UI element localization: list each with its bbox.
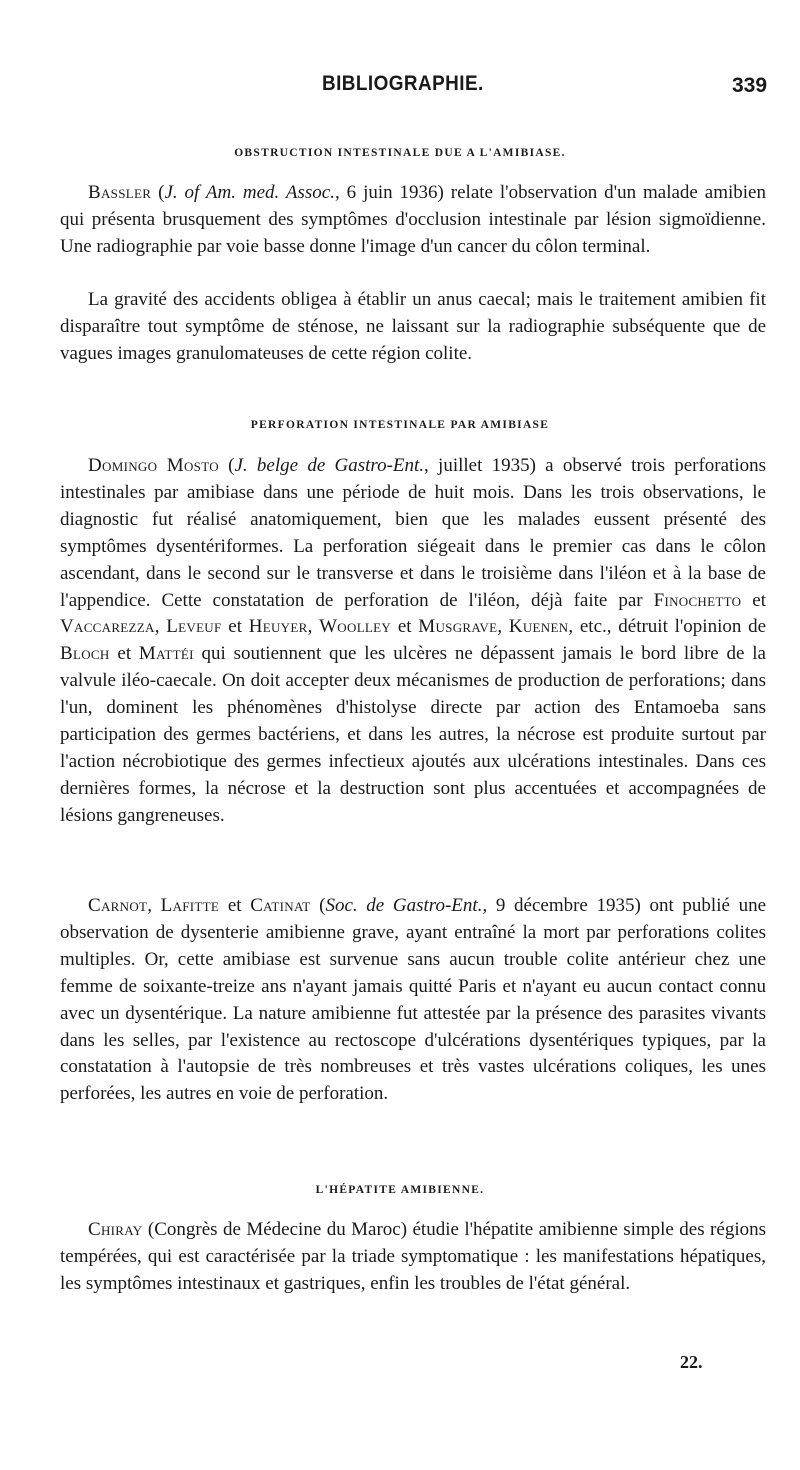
journal-reference: J. of Am. med. Assoc. [164, 182, 335, 203]
page-number: 339 [732, 74, 768, 97]
paragraph-bassler [60, 180, 766, 261]
text-run: ( [310, 895, 326, 916]
text-run: et [391, 616, 419, 638]
text-run: , 6 juin 1936) relate l'observation d'un malade amibien qui présenta brusquement des symptômes d'occlusion intestinale par lésion sigmoïdienne. Une radiographie par voie basse donne l'image d'un cancer du côlon terminal. [60, 182, 766, 257]
text-run: et [219, 895, 251, 916]
text-run: , [154, 616, 167, 638]
cited-author: Musgrave [418, 616, 498, 638]
cited-author: Bloch [60, 643, 110, 665]
cited-author: Kuenen [508, 616, 569, 638]
signature-mark: 22. [680, 1352, 703, 1372]
text-run: ( [218, 455, 235, 476]
cited-author: Finochetto [653, 589, 742, 611]
text-run: , juillet 1935) a observé trois perforations intestinales par amibiase dans une période de huit mois. Dans les trois observations, le diagnostic fut réalisé anatomiquement, bien que les malades eussent présenté des symptômes dysentériformes. La perforation siégeait dans le premier cas dans le côlon ascendant, dans le second sur le transverse et dans le troisième dans l'iléon et à la base de l'appendice. Cette constatation de perforation de l'iléon, déjà faite par [60, 455, 767, 611]
author-name: Bassler [88, 182, 152, 203]
cited-author: Mattéi [138, 643, 194, 665]
text-run: et [741, 589, 766, 611]
journal-reference: J. belge de Gastro-Ent. [234, 455, 425, 476]
section-heading-perforation: PERFORATION INTESTINALE PAR AMIBIASE [250, 419, 550, 431]
text-run: , 9 décembre 1935) ont publié une observation de dysenterie amibienne grave, ayant entraîné la mort par perforations colites multiples. Or, cette amibiase est survenue sans aucun trouble colite antérieur chez une femme de soixante-treize ans n'ayant jamais quitté Paris et n'ayant eu aucun contact connu avec un dysentérique. La nature amibienne fut attestée par la présence des parasites vivants dans les selles, par l'existence au rectoscope d'ulcérations dysentériques typiques, par la constatation à l'autopsie de très nombreuses et très vastes ulcérations coliques, les unes perforées, les autres en voie de perforation. [60, 895, 767, 1105]
page-title: BIBLIOGRAPHIE. [322, 72, 484, 95]
text-run: , etc., détruit l'opinion de [568, 616, 767, 638]
author-name: Lafitte [160, 895, 220, 916]
author-name: Chiray [88, 1219, 143, 1240]
text-run: et [109, 643, 139, 665]
cited-author: Leveuf [166, 616, 222, 638]
journal-reference: Soc. de Gastro-Ent. [325, 895, 483, 916]
author-name: Domingo Mosto [88, 455, 219, 476]
text-run: ( [151, 182, 165, 203]
text-run: , [497, 616, 509, 638]
text-run: (Congrès de Médecine du Maroc) étudie l'hépatite amibienne simple des régions tempérées, qui est caractérisée par la triade symptomatique : les manifestations hépatiques, les symptômes intestinaux et gastriques, enfin les troubles de l'état général. [60, 1219, 766, 1294]
text-run: qui soutiennent que les ulcères ne dépassent jamais le bord libre de la valvule iléo-caecale. On doit accepter deux mécanismes de production de perforations; dans l'un, dominent les phénomènes d'histolyse directe par action des Entamoeba sans participation des germes bactériens, et dans les autres, la nécrose est produite surtout par l'action nécrobiotique des germes infectieux ajoutés aux ulcérations intestinales. Dans ces dernières formes, la nécrose et la destruction sont plus accentuées et accompagnées de lésions gangreneuses. [60, 643, 766, 826]
text-run: , [307, 616, 320, 638]
text-run: , [147, 895, 161, 916]
section-heading-obstruction: OBSTRUCTION INTESTINALE DUE A L'AMIBIASE. [234, 147, 566, 159]
cited-author: Heuyer [248, 616, 308, 638]
author-name: Carnot [88, 895, 148, 916]
author-name: Catinat [250, 895, 311, 916]
text-run: et [221, 616, 249, 638]
running-head [0, 68, 800, 108]
paragraph-mosto [60, 453, 766, 830]
cited-author: Vaccarezza [60, 616, 155, 638]
cited-author: Woolley [319, 616, 392, 638]
paragraph-chiray [60, 1217, 766, 1298]
paragraph-gravite: La gravité des accidents obligea à établir un anus caecal; mais le traitement amibien fit disparaître tout symptôme de sténose, ne laissant sur la radiographie subséquente que de vagues images granulomateuses de cette région colite. [60, 289, 766, 364]
section-heading-hepatite: L'HÉPATITE AMIBIENNE. [315, 1184, 485, 1196]
paragraph-carnot [60, 893, 766, 1108]
